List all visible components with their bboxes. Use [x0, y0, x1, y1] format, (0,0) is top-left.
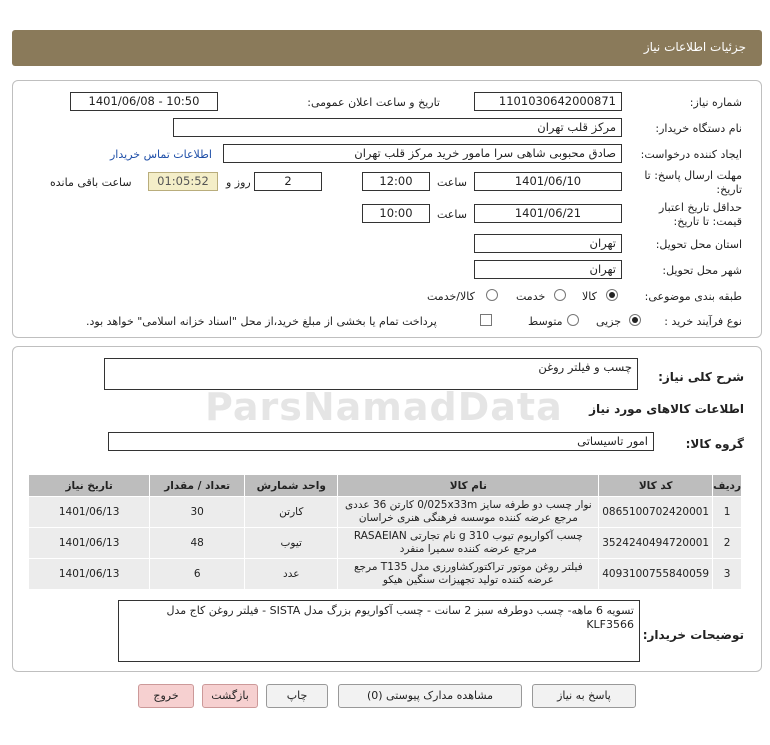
cell-qty: 6 [150, 559, 245, 590]
announce-field[interactable]: 1401/06/08 - 10:50 [70, 92, 218, 111]
table-header-row [29, 475, 742, 497]
cell-name: فیلتر روغن موتور تراکتورکشاورزی مدل T135 مرجع عرضه کننده تولید تجهیزات سنگین هیکو [338, 559, 599, 590]
deadline-time-field[interactable]: 12:00 [362, 172, 430, 191]
goods-group-field[interactable]: امور تاسیساتی [108, 432, 654, 451]
validity-time-label: ساعت [437, 208, 467, 221]
process-option-minor: جزیی [596, 315, 622, 328]
cell-unit: تیوب [245, 528, 338, 559]
category-radio-service[interactable] [554, 289, 566, 301]
announce-label: تاریخ و ساعت اعلان عمومی: [307, 96, 440, 109]
deadline-label: مهلت ارسال پاسخ: تا [644, 169, 742, 182]
need-number-field[interactable]: 1101030642000871 [474, 92, 622, 111]
treasury-payment-checkbox[interactable] [480, 314, 492, 326]
cell-date: 1401/06/13 [29, 497, 150, 528]
validity-label: حداقل تاریخ اعتبار [658, 201, 742, 214]
category-option-goods: کالا [582, 290, 597, 303]
deadline-label-date: تاریخ: [716, 183, 742, 196]
cell-date: 1401/06/13 [29, 559, 150, 590]
reply-button[interactable]: پاسخ به نیاز [532, 684, 636, 708]
cell-row: 2 [713, 528, 742, 559]
treasury-payment-note: پرداخت تمام یا بخشی از مبلغ خرید،از محل "اسناد خزانه اسلامی" خواهد بود. [86, 315, 437, 328]
province-label: استان محل تحویل: [655, 238, 742, 251]
col-unit: واحد شمارش [245, 475, 338, 497]
city-label: شهر محل تحویل: [662, 264, 742, 277]
description-field[interactable]: چسب و فیلتر روغن [104, 358, 638, 390]
col-row: ردیف [713, 475, 742, 497]
cell-name: چسب آکواریوم تیوب 310 g نام تجارتی RASAEIAN مرجع عرضه کننده سمیرا منفرد [338, 528, 599, 559]
col-code: کد کالا [599, 475, 713, 497]
deadline-time-label: ساعت [437, 176, 467, 189]
col-date: تاریخ نیاز [29, 475, 150, 497]
category-option-service: خدمت [516, 290, 546, 303]
category-option-goods-service: کالا/خدمت [427, 290, 475, 303]
days-label: روز و [226, 176, 251, 189]
attachments-button[interactable]: مشاهده مدارک پیوستی (0) [338, 684, 522, 708]
print-button[interactable]: چاپ [266, 684, 328, 708]
watermark-brand: ParsNamadData [205, 385, 563, 429]
category-radio-goods-service[interactable] [486, 289, 498, 301]
remaining-time-field: 01:05:52 [148, 172, 218, 191]
city-field[interactable]: تهران [474, 260, 622, 279]
cell-name: نوار چسب دو طرفه سایز 0/025x33m کارتن 36 عددی مرجع عرضه کننده موسسه فرهنگی هنری خراسان [338, 497, 599, 528]
table-row[interactable] [29, 528, 742, 559]
cell-unit: کارتن [245, 497, 338, 528]
remaining-label: ساعت باقی مانده [50, 176, 132, 189]
days-field[interactable]: 2 [254, 172, 322, 191]
deadline-date-field[interactable]: 1401/06/10 [474, 172, 622, 191]
validity-label-date: قیمت: تا تاریخ: [673, 215, 742, 228]
process-radio-minor[interactable] [629, 314, 641, 326]
col-name: نام کالا [338, 475, 599, 497]
description-label: شرح کلی نیاز: [658, 370, 744, 384]
buyer-org-label: نام دستگاه خریدار: [655, 122, 742, 135]
contact-info-link[interactable]: اطلاعات تماس خریدار [110, 148, 212, 161]
requester-field[interactable]: صادق محبوبی شاهی سرا مامور خرید مرکز قلب تهران [223, 144, 622, 163]
col-qty: تعداد / مقدار [150, 475, 245, 497]
page-title: جزئیات اطلاعات نیاز [643, 40, 746, 54]
goods-info-title: اطلاعات کالاهای مورد نیاز [589, 402, 744, 416]
back-button[interactable]: بازگشت [202, 684, 258, 708]
need-number-label: شماره نیاز: [689, 96, 742, 109]
validity-time-field[interactable]: 10:00 [362, 204, 430, 223]
buyer-org-field[interactable]: مرکز قلب تهران [173, 118, 622, 137]
items-table [28, 474, 742, 590]
cell-code: 3524240494720001 [599, 528, 713, 559]
category-radio-goods[interactable] [606, 289, 618, 301]
table-row[interactable] [29, 559, 742, 590]
cell-date: 1401/06/13 [29, 528, 150, 559]
validity-date-field[interactable]: 1401/06/21 [474, 204, 622, 223]
category-label: طبقه بندی موضوعی: [644, 290, 742, 303]
cell-qty: 30 [150, 497, 245, 528]
cell-unit: عدد [245, 559, 338, 590]
process-radio-medium[interactable] [567, 314, 579, 326]
cell-qty: 48 [150, 528, 245, 559]
goods-group-label: گروه کالا: [685, 437, 744, 451]
exit-button[interactable]: خروج [138, 684, 194, 708]
cell-row: 1 [713, 497, 742, 528]
requester-label: ایجاد کننده درخواست: [640, 148, 742, 161]
process-option-medium: متوسط [528, 315, 563, 328]
page-header [12, 30, 762, 66]
cell-code: 0865100702420001 [599, 497, 713, 528]
buyer-notes-field[interactable]: تسویه 6 ماهه- چسب دوطرفه سبز 2 سانت - چسب آکواریوم بزرگ مدل SISTA - فیلتر روغن کاج مدل KLF3566 [118, 600, 640, 662]
process-label: نوع فرآیند خرید : [664, 315, 742, 328]
province-field[interactable]: تهران [474, 234, 622, 253]
buyer-notes-label: توضیحات خریدار: [642, 628, 744, 642]
cell-row: 3 [713, 559, 742, 590]
cell-code: 4093100755840059 [599, 559, 713, 590]
table-row[interactable] [29, 497, 742, 528]
